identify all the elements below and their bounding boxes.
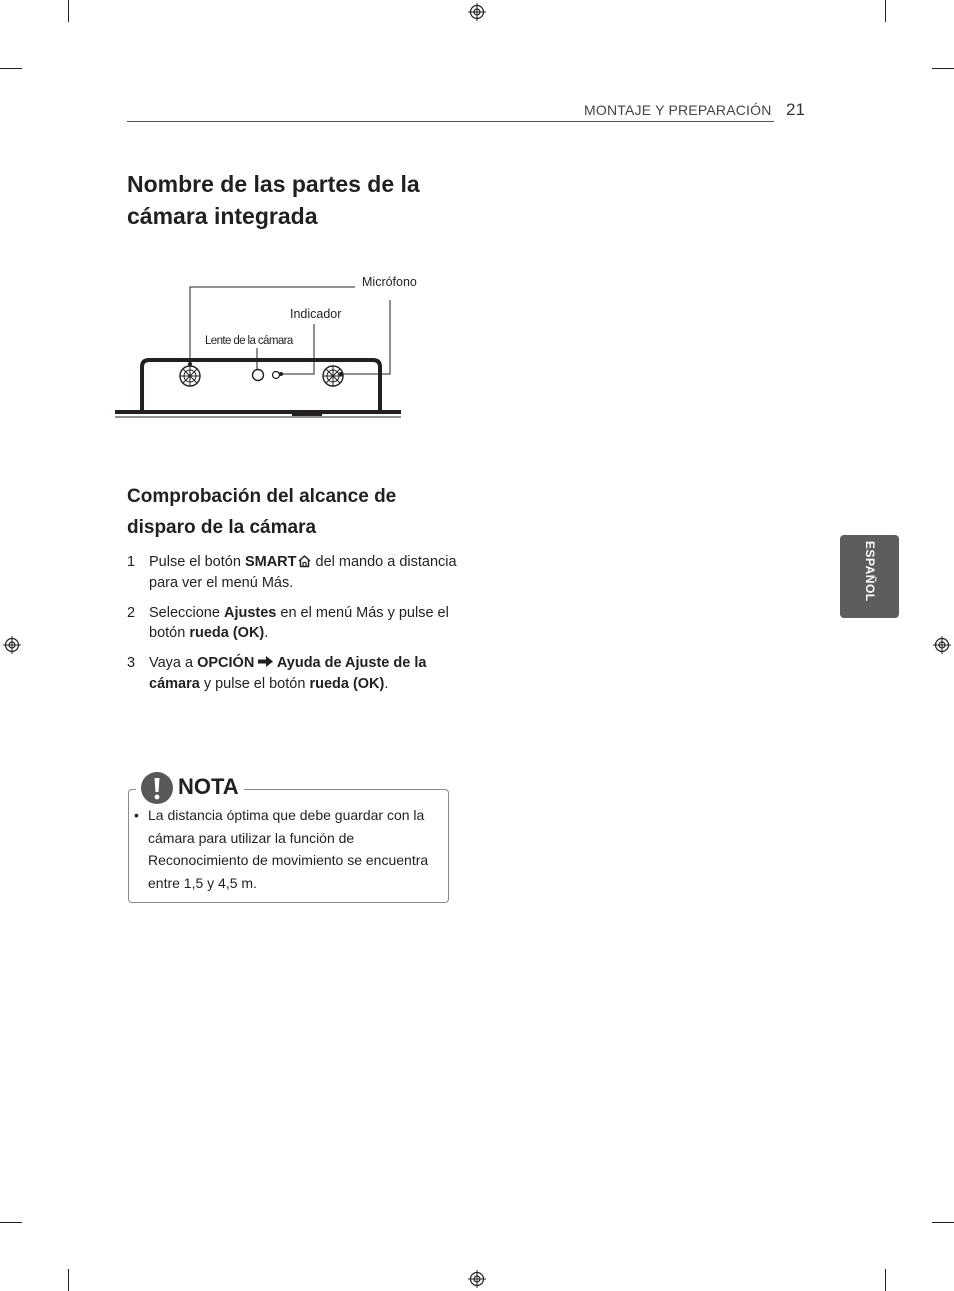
step-text: . bbox=[384, 675, 389, 692]
exclamation-icon bbox=[141, 772, 173, 804]
indicator-light-icon bbox=[273, 372, 280, 379]
step-text: Pulse el botón bbox=[149, 554, 245, 570]
note-label: NOTA bbox=[178, 774, 239, 799]
camera-lens-icon bbox=[253, 370, 264, 381]
step-number: 1 bbox=[127, 554, 136, 570]
microphone-left-icon bbox=[180, 366, 200, 386]
step-text: y pulse el botón bbox=[199, 675, 310, 692]
label-indicator: Indicador bbox=[290, 307, 342, 321]
step-text: en el menú Más y pulse el botón bbox=[149, 604, 449, 641]
list-item bbox=[127, 552, 457, 593]
page-title: Nombre de las partes de la cámara integrada bbox=[127, 171, 420, 229]
microphone-right-icon bbox=[323, 366, 343, 386]
camera-diagram bbox=[110, 280, 410, 425]
list-item bbox=[127, 653, 457, 694]
list-item bbox=[127, 603, 457, 644]
note-text bbox=[134, 804, 439, 894]
page-number: 21 bbox=[786, 100, 805, 119]
crop-mark bbox=[68, 1269, 69, 1291]
step-text: Vaya a bbox=[149, 655, 198, 671]
step-number: 3 bbox=[127, 655, 136, 671]
step-bold: rueda (OK) bbox=[309, 675, 385, 692]
crop-mark bbox=[932, 68, 954, 69]
arrow-right-icon bbox=[258, 656, 273, 667]
step-text: . bbox=[264, 625, 269, 641]
label-microphone: Micrófono bbox=[362, 275, 417, 289]
step-bold: OPCIÓN bbox=[197, 655, 255, 671]
bullet-marker: • bbox=[134, 807, 139, 823]
crop-mark bbox=[932, 1222, 954, 1223]
steps-list bbox=[127, 552, 457, 704]
step-number: 2 bbox=[127, 604, 136, 621]
registration-mark-icon bbox=[3, 636, 21, 654]
leader-line-microphone-right bbox=[341, 300, 390, 374]
crop-mark bbox=[0, 68, 22, 69]
header-section-title: MONTAJE Y PREPARACIÓN bbox=[584, 102, 772, 118]
language-side-tab-label: ESPAÑOL bbox=[863, 541, 877, 602]
header-divider bbox=[127, 121, 774, 122]
leader-line-indicator bbox=[281, 324, 314, 374]
crop-mark bbox=[885, 0, 886, 22]
step-bold: SMART bbox=[244, 554, 297, 570]
label-camera-lens: Lente de la cámara bbox=[205, 335, 293, 347]
section-subtitle: Comprobación del alcance de disparo de la cámara bbox=[127, 486, 397, 538]
crop-mark bbox=[68, 0, 69, 22]
crop-mark bbox=[0, 1222, 22, 1223]
leader-line-microphone bbox=[190, 287, 355, 364]
home-icon bbox=[297, 554, 312, 568]
crop-mark bbox=[885, 1269, 886, 1291]
step-text: del mando a distancia para ver el menú Más. bbox=[149, 554, 457, 591]
note-body: La distancia óptima que debe guardar con la cámara para utilizar la función de Reconocimiento de movimiento se encuentra entre 1,5 y 4,5 m. bbox=[148, 807, 429, 891]
step-text: Seleccione bbox=[149, 604, 224, 621]
step-bold: Ajustes bbox=[223, 604, 277, 621]
registration-mark-icon bbox=[468, 1270, 486, 1288]
step-bold: rueda (OK) bbox=[189, 625, 265, 641]
registration-mark-icon bbox=[933, 636, 951, 654]
registration-mark-icon bbox=[468, 3, 486, 21]
step-bold: Ayuda de Ajuste de la cámara bbox=[149, 655, 427, 692]
language-side-tab bbox=[840, 535, 899, 618]
